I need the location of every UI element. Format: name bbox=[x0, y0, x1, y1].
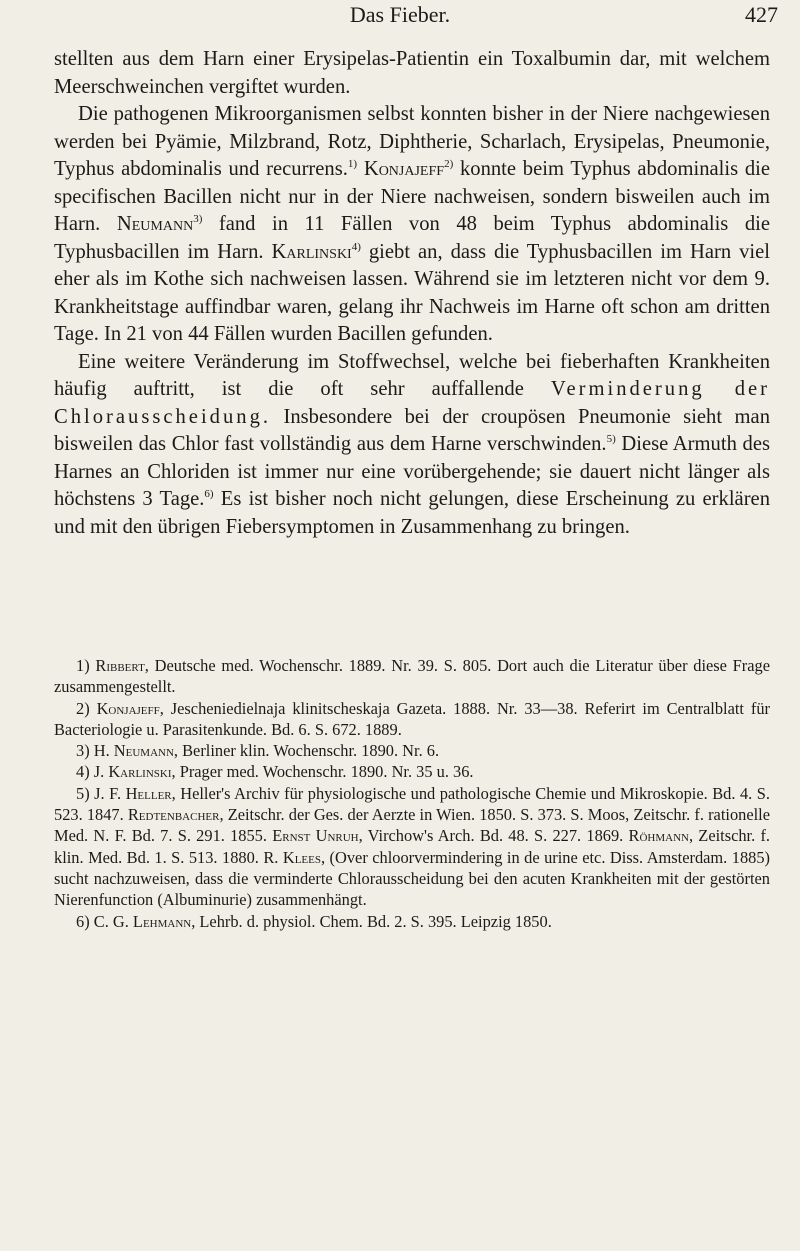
footnote-5-author-4: Röhmann bbox=[628, 826, 689, 846]
footnote-5-text-d: , Zeitschr. f. klin. Med. Bd. 1. S. 513. 1880. bbox=[54, 826, 771, 867]
footnote-2 bbox=[54, 698, 770, 741]
footnote-5-author-2: Redtenbacher bbox=[127, 805, 220, 825]
footnote-ref-1: 1) bbox=[347, 158, 358, 171]
footnote-5-text-a: , Heller's Archiv für physiologische und pathologische Chemie und Mikroskopie. Bd. 4. S. 523. 1847. bbox=[54, 783, 770, 825]
footnote-ref-3: 3) bbox=[193, 213, 203, 226]
footnote-5-author-5: R. Klees bbox=[263, 847, 321, 867]
footnote-4 bbox=[54, 761, 770, 782]
footnote-3-text: , Berliner klin. Wochenschr. 1890. Nr. 6. bbox=[173, 741, 440, 761]
footnote-5-text-b: , Zeitschr. der Ges. der Aerzte in Wien. 1850. S. 373. S. Moos, Zeitschr. f. rationelle Med. N. F. Bd. 7. S. 291. 1855. bbox=[54, 805, 770, 846]
footnotes bbox=[54, 655, 770, 932]
paragraph-2-text-c: fand in 11 Fällen von 48 beim Typhus abdominalis die Typhusbacillen im Harn. bbox=[54, 213, 770, 263]
paragraph-1-text: stellten aus dem Harn einer Erysipelas-Patientin ein Toxalbumin dar, mit welchem Meerschweinchen vergiftet wurden. bbox=[54, 48, 770, 98]
footnote-5-text-c: , Virchow's Arch. Bd. 48. S. 227. 1869. bbox=[358, 826, 629, 846]
footnote-2-text: , Jescheniedielnaja klinitscheskaja Gazeta. 1888. Nr. 33—38. Referirt im Centralblatt für Bacteriologie u. Parasitenkunde. Bd. 6. S. 672. 1889. bbox=[54, 698, 771, 739]
footnote-3-number: 3) bbox=[76, 741, 90, 761]
footnote-1 bbox=[54, 655, 770, 698]
paragraph-2-text-b: konnte beim Typhus abdominalis die specifischen Bacillen nicht nur in der Niere nachweisen, sondern bisweilen auch im Harn. bbox=[54, 158, 770, 235]
footnote-3 bbox=[54, 740, 770, 761]
footnote-5-text-e: , (Over chloorvermindering in de urine etc. Diss. Amsterdam. 1885) sucht nachzuweisen, dass die verminderte Chlorausscheidung bei den acuten Krankheiten mit der gestörten Nierenfunction (Albuminurie) zusammenhängt. bbox=[54, 847, 770, 910]
page-number: 427 bbox=[745, 2, 778, 27]
emphasis-chlorausscheidung: Verminderung der Chlorausscheidung. bbox=[54, 378, 770, 428]
author-konjajeff: Konjajeff bbox=[363, 158, 445, 180]
footnote-1-text: , Deutsche med. Wochenschr. 1889. Nr. 39. S. 805. Dort auch die Literatur über diese Frage zusammengestellt. bbox=[54, 656, 770, 697]
paragraph-2 bbox=[54, 101, 770, 349]
author-karlinski: Karlinski bbox=[271, 240, 352, 263]
footnote-ref-6: 6) bbox=[204, 488, 214, 501]
footnote-4-number: 4) bbox=[76, 762, 90, 782]
paragraph-3-text-a: Eine weitere Veränderung im Stoffwechsel, welche bei fieberhaften Krankheiten häufig auftritt, ist die oft sehr auffallende bbox=[54, 350, 770, 400]
paragraph-3-text-d: Es ist bisher noch nicht gelungen, diese Erscheinung zu erklären und mit den übrigen Fiebersymptomen in Zusammenhang zu bringen. bbox=[54, 488, 770, 538]
footnote-4-text: , Prager med. Wochenschr. 1890. Nr. 35 u. 36. bbox=[171, 762, 474, 782]
footnote-6-author: C. G. Lehmann bbox=[93, 911, 192, 931]
footnote-4-author: J. Karlinski bbox=[93, 762, 172, 782]
paragraph-2-text-a: Die pathogenen Mikroorganismen selbst konnten bisher in der Niere nachgewiesen werden bei Pyämie, Milzbrand, Rotz, Diphtherie, Scharlach, Erysipelas, Pneumonie, Typhus abdominalis und recurrens. bbox=[54, 103, 770, 180]
running-title: Das Fieber. bbox=[349, 2, 451, 27]
paragraph-1 bbox=[54, 46, 770, 101]
footnote-2-number: 2) bbox=[76, 698, 90, 718]
footnote-ref-2: 2) bbox=[444, 158, 454, 171]
footnote-5 bbox=[54, 783, 770, 911]
footnote-2-author: Konjajeff bbox=[96, 698, 160, 718]
author-neumann: Neumann bbox=[116, 213, 194, 235]
footnote-1-author: Ribbert bbox=[95, 656, 145, 675]
paragraph-3-text-c: Diese Armuth des Harnes an Chloriden ist immer nur eine vorübergehende; sie dauert nicht länger als höchstens 3 Tage. bbox=[54, 433, 770, 510]
paragraph-3-text-b: Insbesondere bei der croupösen Pneumonie sieht man bisweilen das Chlor fast vollständig aus dem Harne verschwinden. bbox=[54, 405, 770, 455]
footnote-5-number: 5) bbox=[76, 783, 90, 803]
page-header bbox=[0, 0, 800, 44]
footnote-ref-4: 4) bbox=[351, 240, 361, 253]
paragraph-3 bbox=[54, 349, 770, 542]
footnote-6-number: 6) bbox=[76, 911, 90, 931]
main-text bbox=[54, 46, 770, 541]
footnote-1-number: 1) bbox=[76, 656, 90, 675]
footnote-ref-5: 5) bbox=[606, 433, 616, 446]
footnote-5-author: J. F. Heller bbox=[94, 783, 172, 803]
footnote-3-author: H. Neumann bbox=[93, 741, 174, 761]
paragraph-2-text-d: giebt an, dass die Typhusbacillen im Harn viel eher als im Kothe sich nachweisen lassen. Während sie im letzteren nicht vor dem 9. Krankheitstage auffindbar waren, gelang ihr Nachweis im Harne oft schon am dritten Tage. In 21 von 44 Fällen wurden Bacillen gefunden. bbox=[54, 240, 771, 345]
footnote-6-text: , Lehrb. d. physiol. Chem. Bd. 2. S. 395. Leipzig 1850. bbox=[191, 911, 552, 931]
footnote-5-author-3: Ernst Unruh bbox=[272, 826, 359, 846]
footnote-6 bbox=[54, 911, 770, 932]
